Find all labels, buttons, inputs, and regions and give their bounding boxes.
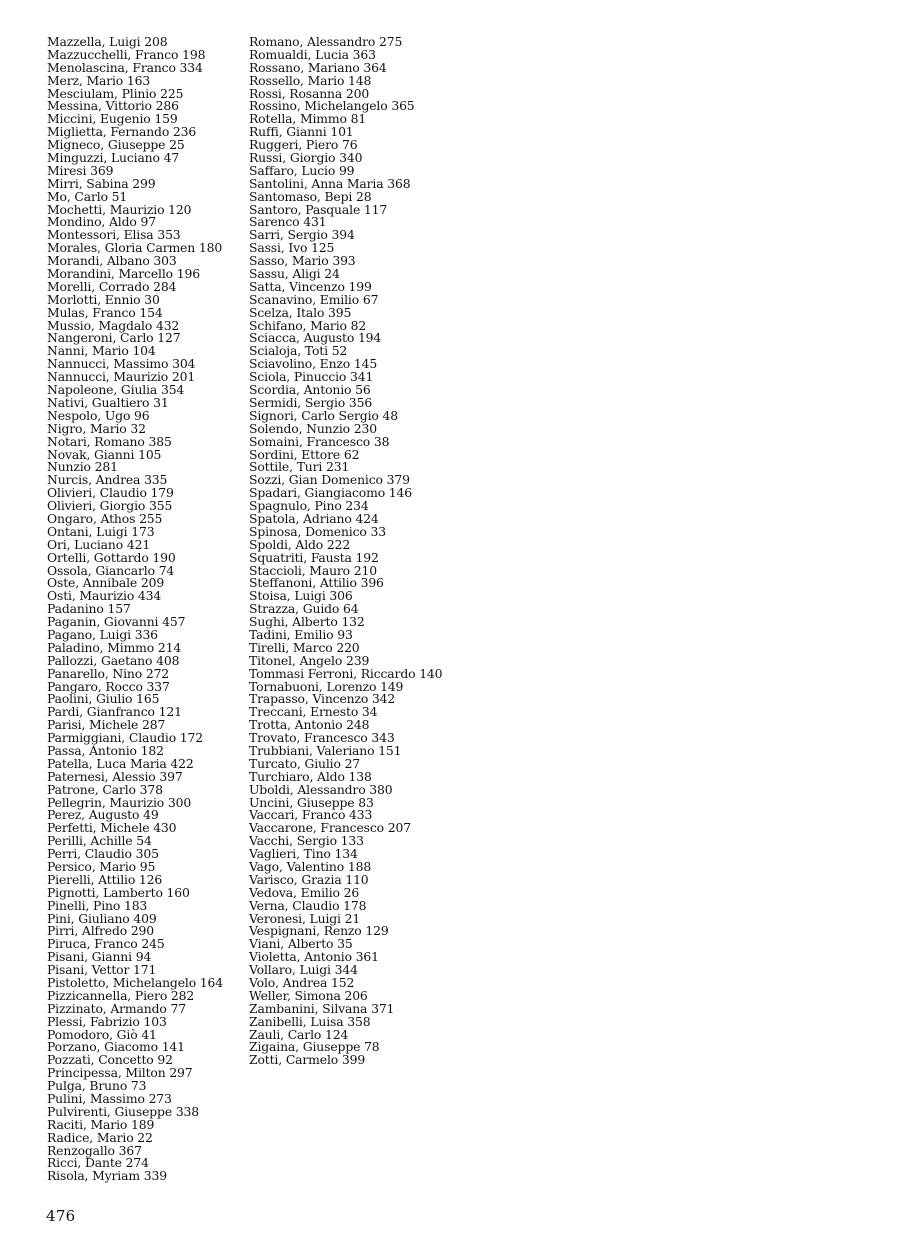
index-entry: Zanibelli, Luisa 358 [249,1013,371,1029]
index-entry: Violetta, Antonio 361 [249,949,379,965]
index-entry: Morelli, Corrado 284 [47,278,177,294]
index-entry: Scialoja, Toti 52 [249,343,348,359]
index-entry: Morlotti, Ennio 30 [47,291,160,307]
index-entry: Risola, Myriam 339 [47,1168,167,1184]
index-entry: Pistoletto, Michelangelo 164 [47,975,223,991]
index-entry: Vago, Valentino 188 [249,859,372,874]
index-entry: Mondino, Aldo 97 [47,214,156,230]
index-entry: Mussio, Magdalo 432 [47,317,180,333]
index-entry: Turcato, Giulio 27 [249,755,361,771]
index-entry: Mulas, Franco 154 [47,304,163,320]
index-entry: Sottile, Turi 231 [249,459,350,475]
index-entry: Sciola, Pinuccio 341 [249,369,374,385]
index-entry: Ori, Luciano 421 [47,536,151,552]
index-entry: Passa, Antonio 182 [47,742,164,758]
index-entry: Menolascina, Franco 334 [47,59,203,75]
index-entry: Paganin, Giovanni 457 [47,614,186,630]
index-entry: Nigro, Mario 32 [47,420,146,436]
index-entry: Sarenco 431 [249,214,327,230]
index-entry: Scanavino, Emilio 67 [249,291,379,307]
index-entry: Osti, Maurizio 434 [47,588,162,604]
index-entry: Zotti, Carmelo 399 [249,1052,366,1068]
index-entry: Vaccari, Franco 433 [249,807,373,823]
index-entry: Pardi, Gianfranco 121 [47,704,182,720]
index-entry: Spoldi, Aldo 222 [249,536,351,552]
index-entry: Spagnulo, Pino 234 [249,498,369,514]
index-entry: Mazzella, Luigi 208 [47,34,168,49]
index-entry: Stoisa, Luigi 306 [249,588,353,604]
index-entry: Spatola, Adriano 424 [249,510,379,526]
index-entry: Pirri, Alfredo 290 [47,923,155,939]
index-entry: Napoleone, Giulia 354 [47,382,185,398]
index-entry: Morandi, Albano 303 [47,253,177,269]
index-entry: Rotella, Mimmo 81 [249,111,367,127]
index-entry: Parisi, Michele 287 [47,717,166,733]
index-entry: Trotta, Antonio 248 [249,717,370,733]
index-entry: Perez, Augusto 49 [47,807,159,823]
index-entry: Somaini, Francesco 38 [249,433,390,449]
index-entry: Renzogallo 367 [47,1142,142,1158]
index-entry: Saffaro, Lucio 99 [249,162,355,178]
index-entry: Pierelli, Attilio 126 [47,871,163,887]
index-entry: Zauli, Carlo 124 [249,1026,349,1042]
index-entry: Patella, Luca Maria 422 [47,755,194,771]
index-entry: Squatriti, Fausta 192 [249,549,379,565]
index-entry: Merz, Mario 163 [47,72,151,88]
index-entry: Sassu, Aligi 24 [249,266,340,282]
index-column-left [47,36,242,1183]
index-entry: Verna, Claudio 178 [249,897,367,913]
index-entry: Scordia, Antonio 56 [249,382,371,398]
index-entry: Perfetti, Michele 430 [47,820,177,836]
index-entry: Pozzati, Concetto 92 [47,1052,173,1068]
index-entry: Staccioli, Mauro 210 [249,562,377,578]
index-entry: Padanino 157 [47,601,131,617]
index-entry: Pizzinato, Armando 77 [47,1000,186,1016]
index-entry: Uncini, Giuseppe 83 [249,794,374,810]
index-entry: Plessi, Fabrizio 103 [47,1013,167,1029]
index-entry: Piruca, Franco 245 [47,936,165,952]
index-entry: Trovato, Francesco 343 [249,730,395,746]
index-entry: Ortelli, Gottardo 190 [47,549,176,565]
index-entry: Rossano, Mariano 364 [249,59,387,75]
index-entry: Nespolo, Ugo 96 [47,407,150,423]
index-entry: Romano, Alessandro 275 [249,34,403,49]
index-entry: Pinelli, Pino 183 [47,897,148,913]
index-entry: Sermidi, Sergio 356 [249,394,373,410]
index-entry: Sciacca, Augusto 194 [249,330,382,346]
index-entry: Sughi, Alberto 132 [249,614,365,630]
index-entry: Turchiaro, Aldo 138 [249,768,372,784]
index-entry: Nativi, Gualtiero 31 [47,394,169,410]
index-entry: Steffanoni, Attilio 396 [249,575,384,591]
index-entry: Spadari, Giangiacomo 146 [249,485,412,501]
index-entry: Weller, Simona 206 [249,987,368,1003]
index-entry: Pulga, Bruno 73 [47,1078,147,1094]
index-entry: Vaglieri, Tino 134 [249,846,358,862]
index-entry: Pulini, Massimo 273 [47,1091,172,1107]
index-entry: Scelza, Italo 395 [249,304,352,320]
index-entry: Volo, Andrea 152 [249,975,355,991]
index-entry: Nannucci, Maurizio 201 [47,369,196,385]
index-entry: Pizzicannella, Piero 282 [47,987,195,1003]
index-entry: Zambanini, Silvana 371 [249,1000,395,1016]
index-entry: Tadini, Emilio 93 [249,626,353,642]
index-entry: Satta, Vincenzo 199 [249,278,372,294]
index-entry: Perilli, Achille 54 [47,833,152,849]
index-entry: Parmiggiani, Claudio 172 [47,730,203,746]
index-entry: Olivieri, Claudio 179 [47,485,174,501]
index-entry: Sarri, Sergio 394 [249,227,355,243]
index-entry: Radice, Mario 22 [47,1129,153,1145]
index-entry: Nangeroni, Carlo 127 [47,330,181,346]
index-entry: Veronesi, Luigi 21 [249,910,361,926]
index-entry: Ricci, Dante 274 [47,1155,149,1171]
index-entry: Santolini, Anna Maria 368 [249,175,411,191]
index-entry: Vollaro, Luigi 344 [249,962,358,978]
index-entry: Principessa, Milton 297 [47,1065,193,1081]
index-entry: Novak, Gianni 105 [47,446,162,462]
index-entry: Sassi, Ivo 125 [249,240,335,256]
index-entry: Pulvirenti, Giuseppe 338 [47,1103,200,1119]
index-entry: Porzano, Giacomo 141 [47,1039,185,1055]
index-entry: Viani, Alberto 35 [249,936,353,952]
index-entry: Spinosa, Domenico 33 [249,523,386,539]
index-entry: Treccani, Ernesto 34 [249,704,378,720]
index-column-right [249,36,489,1067]
index-entry: Uboldi, Alessandro 380 [249,781,393,797]
index-entry: Ontani, Luigi 173 [47,523,155,539]
index-entry: Pallozzi, Gaetano 408 [47,652,180,668]
index-entry: Rossello, Mario 148 [249,72,372,88]
index-entry: Mo, Carlo 51 [47,188,128,204]
index-entry: Trubbiani, Valeriano 151 [249,742,402,758]
index-entry: Patrone, Carlo 378 [47,781,163,797]
index-entry: Nannucci, Massimo 304 [47,356,196,372]
index-entry: Sciavolino, Enzo 145 [249,356,378,372]
index-entry: Sasso, Mario 393 [249,253,356,269]
index-entry: Santomaso, Bepi 28 [249,188,372,204]
index-entry: Nunzio 281 [47,459,118,475]
index-entry: Titonel, Angelo 239 [249,652,370,668]
index-entry: Ruffi, Gianni 101 [249,124,354,140]
index-entry: Pisani, Gianni 94 [47,949,152,965]
index-entry: Perri, Claudio 305 [47,846,159,862]
index-entry: Miglietta, Fernando 236 [47,124,197,140]
index-entry: Miccini, Eugenio 159 [47,111,178,127]
index-entry: Morales, Gloria Carmen 180 [47,240,223,256]
index-entry: Oste, Annibale 209 [47,575,165,591]
index-entry: Nanni, Mario 104 [47,343,156,359]
index-entry: Montessori, Elisa 353 [47,227,181,243]
index-entry: Zigaina, Giuseppe 78 [249,1039,380,1055]
page-number: 476 [46,1207,76,1225]
index-entry: Pignotti, Lamberto 160 [47,884,190,900]
index-entry: Paladino, Mimmo 214 [47,639,182,655]
index-entry: Trapasso, Vincenzo 342 [249,691,396,707]
index-entry: Strazza, Guido 64 [249,601,359,617]
index-entry: Romualdi, Lucia 363 [249,46,376,62]
index-entry: Vedova, Emilio 26 [249,884,360,900]
index-entry: Persico, Mario 95 [47,859,156,874]
index-entry: Miresi 369 [47,162,114,178]
index-entry: Vespignani, Renzo 129 [249,923,389,939]
index-entry: Ossola, Giancarlo 74 [47,562,175,578]
index-entry: Ruggeri, Piero 76 [249,137,358,153]
index-entry: Pomodoro, Giò 41 [47,1026,157,1042]
index-entry: Signori, Carlo Sergio 48 [249,407,398,423]
index-entry: Migneco, Giuseppe 25 [47,137,185,153]
index-entry: Schifano, Mario 82 [249,317,367,333]
index-entry: Santoro, Pasquale 117 [249,201,388,217]
index-entry: Mesciulam, Plinio 225 [47,85,184,101]
index-entry: Solendo, Nunzio 230 [249,420,377,436]
index-entry: Ongaro, Athos 255 [47,510,163,526]
index-entry: Mirri, Sabina 299 [47,175,156,191]
index-entry: Vaccarone, Francesco 207 [249,820,411,836]
index-entry: Sozzi, Gian Domenico 379 [249,472,410,488]
index-entry: Nurcis, Andrea 335 [47,472,168,488]
index-entry: Russi, Giorgio 340 [249,150,363,166]
index-entry: Morandini, Marcello 196 [47,266,200,282]
index-entry: Minguzzi, Luciano 47 [47,150,180,166]
index-entry: Tornabuoni, Lorenzo 149 [249,678,404,694]
index-entry: Raciti, Mario 189 [47,1116,155,1132]
index-entry: Rossino, Michelangelo 365 [249,98,415,114]
index-entry: Pini, Giuliano 409 [47,910,157,926]
index-entry: Pisani, Vettor 171 [47,962,157,978]
index-entry: Varisco, Grazia 110 [249,871,369,887]
index-entry: Notari, Romano 385 [47,433,172,449]
index-entry: Pangaro, Rocco 337 [47,678,170,694]
index-entry: Pagano, Luigi 336 [47,626,158,642]
index-entry: Pellegrin, Maurizio 300 [47,794,192,810]
index-entry: Sordini, Ettore 62 [249,446,360,462]
index-entry: Messina, Vittorio 286 [47,98,179,114]
index-entry: Rossi, Rosanna 200 [249,85,370,101]
index-entry: Vacchi, Sergio 133 [249,833,364,849]
index-entry: Mazzucchelli, Franco 198 [47,46,206,62]
index-entry: Tommasi Ferroni, Riccardo 140 [249,665,443,681]
index-entry: Paternesi, Alessio 397 [47,768,183,784]
index-entry: Mochetti, Maurizio 120 [47,201,192,217]
index-entry: Paolini, Giulio 165 [47,691,160,707]
index-entry: Panarello, Nino 272 [47,665,170,681]
index-entry: Tirelli, Marco 220 [249,639,360,655]
index-entry: Olivieri, Giorgio 355 [47,498,173,514]
